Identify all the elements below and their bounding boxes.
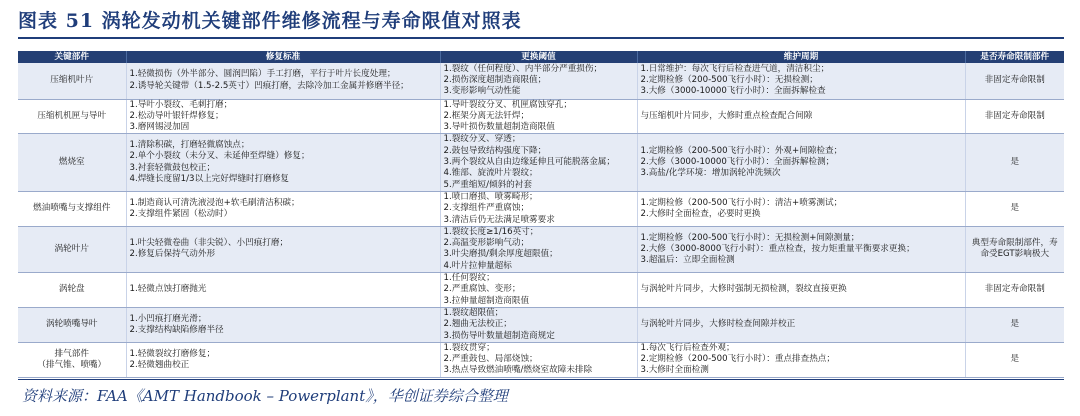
cell-repair-line: 1.轻微损伤（外半部分、圆润凹陷）手工打磨，平行于叶片长度处理； xyxy=(129,69,396,80)
cell-cycle-line: 与压缩机叶片同步，大修时重点检查配合间隙 xyxy=(640,110,813,121)
table-row xyxy=(18,191,1064,226)
cell-repair xyxy=(126,63,440,99)
cell-repair xyxy=(126,342,440,377)
cell-limit: 典型寿命限制部件，寿命受EGT影响极大 xyxy=(965,226,1064,272)
cell-repair xyxy=(126,99,440,134)
cell-repair xyxy=(126,134,440,191)
cell-repair-line: 1.清除积碳，打磨轻微腐蚀点； xyxy=(129,140,250,151)
cell-cycle-line: 2.大修（3000-10000飞行小时）：全面拆解检测； xyxy=(640,156,835,167)
table-row xyxy=(18,134,1064,191)
cell-replace-line: 2.高温变形影响气动； xyxy=(443,238,530,249)
cell-repair-line: 2.松动导叶银钎焊修复； xyxy=(129,110,224,121)
cell-repair-line: 4.焊缝长度留1/3以上完好焊缝时打磨修复 xyxy=(129,173,290,184)
cell-replace-line: 3.清洁后仍无法满足喷雾要求 xyxy=(443,214,555,225)
table-row xyxy=(18,99,1064,134)
table-body xyxy=(18,63,1064,377)
cell-replace-line: 2.翘曲无法校正； xyxy=(443,319,512,330)
cell-cycle-line: 与涡轮叶片同步，大修时检查间隙并校正 xyxy=(640,319,796,330)
cell-cycle xyxy=(637,191,965,226)
cell-replace-line: 2.鼓包导致结构强度下降； xyxy=(443,145,547,156)
cell-cycle xyxy=(637,134,965,191)
cell-replace-line: 2.损伤深度超制造商限值； xyxy=(443,75,547,86)
cell-part: 压缩机机匣与导叶 xyxy=(18,99,126,134)
cell-limit: 非固定寿命限制 xyxy=(965,273,1064,308)
cell-cycle-line: 3.大修时全面检测 xyxy=(640,365,709,376)
cell-cycle xyxy=(637,273,965,308)
cell-part: 燃烧室 xyxy=(18,134,126,191)
cell-repair-line: 1.叶尖轻微卷曲（非尖锐）、小凹痕打磨； xyxy=(129,238,289,249)
cell-replace-line: 2.框架分离无法钎焊； xyxy=(443,110,530,121)
table-row xyxy=(18,226,1064,272)
cell-replace-line: 2.支撑组件严重腐蚀； xyxy=(443,203,530,214)
cell-repair-line: 1.轻微裂纹打磨修复； xyxy=(129,348,216,359)
cell-replace-line: 1.任何裂纹； xyxy=(443,273,495,284)
cell-part: 涡轮叶片 xyxy=(18,226,126,272)
cell-repair xyxy=(126,273,440,308)
col-header-limit: 是否寿命限制部件 xyxy=(965,51,1064,63)
cell-replace-line: 4.锥部、旋流叶片裂纹； xyxy=(443,168,538,179)
cell-replace-line: 3.热点导致燃油喷嘴/燃烧室故障未排除 xyxy=(443,365,593,376)
cell-replace xyxy=(440,63,637,99)
cell-replace-line: 5.严重缩短/倾斜的衬套 xyxy=(443,179,532,190)
cell-repair-line: 1.小凹痕打磨光滑； xyxy=(129,313,207,324)
cell-part: 燃油喷嘴与支撑组件 xyxy=(18,191,126,226)
cell-repair-line: 2.修复后保持气动外形 xyxy=(129,249,216,260)
cell-limit: 非固定寿命限制 xyxy=(965,63,1064,99)
cell-limit: 是 xyxy=(965,134,1064,191)
cell-part xyxy=(18,342,126,377)
cell-replace xyxy=(440,273,637,308)
cell-repair-line: 2.支撑结构缺陷修磨半径 xyxy=(129,324,224,335)
cell-repair-line: 1.导叶小裂纹、毛刺打磨； xyxy=(129,99,233,110)
cell-replace-line: 1.裂纹分叉、穿透； xyxy=(443,134,521,145)
cell-cycle xyxy=(637,226,965,272)
cell-cycle-line: 3.超温后：立即全面检测 xyxy=(640,255,735,266)
cell-replace-line: 1.裂纹贯穿； xyxy=(443,342,495,353)
cell-limit: 是 xyxy=(965,342,1064,377)
col-header-replace: 更换阈值 xyxy=(440,51,637,63)
cell-repair-line: 2.单个小裂纹（未分叉、未延伸至焊缝）修复； xyxy=(129,151,310,162)
cell-cycle-line: 1.日常维护：每次飞行后检查进气道，清洁积尘； xyxy=(640,63,830,74)
cell-replace xyxy=(440,99,637,134)
cell-cycle-line: 2.定期检修（200-500飞行小时）：重点排查热点； xyxy=(640,354,835,365)
cell-replace-line: 3.变形影响气动性能 xyxy=(443,86,521,97)
cell-repair-line: 2.诱导轮关键带（1.5-2.5英寸）凹痕打磨，去除冷加工金属并修磨半径； xyxy=(129,80,409,91)
cell-cycle-line: 2.大修（3000-8000飞行小时）：重点检查，按力矩重量平衡要求更换； xyxy=(640,243,915,254)
cell-replace-line: 3.导叶损伤数量超制造商限值 xyxy=(443,122,555,133)
col-header-repair: 修复标准 xyxy=(126,51,440,63)
cell-repair xyxy=(126,307,440,342)
cell-replace-line: 4.叶片拉伸量超标 xyxy=(443,260,512,271)
col-header-cycle: 维护周期 xyxy=(637,51,965,63)
figure-title-area xyxy=(18,6,1064,38)
cell-repair-line: 3.磨网锡浸加固 xyxy=(129,122,190,133)
cell-repair-line: 2.轻微翘曲校正 xyxy=(129,359,190,370)
cell-replace-line: 2.严重腐蚀、变形； xyxy=(443,284,521,295)
cell-replace-line: 3.叶尖磨损/剩余厚度超限值； xyxy=(443,249,558,260)
table-row xyxy=(18,63,1064,99)
cell-cycle-line: 1.定期检修（200-500飞行小时）：清洁+喷雾测试； xyxy=(640,197,843,208)
cell-replace-line: 1.喷口磨损、喷雾畸形； xyxy=(443,191,538,202)
cell-repair xyxy=(126,191,440,226)
cell-replace-line: 1.裂纹（任何程度）、内半部分严重损伤； xyxy=(443,63,603,74)
col-header-part: 关键部件 xyxy=(18,51,126,63)
cell-cycle-line: 1.定期检修（200-500飞行小时）：无损检测+间隙测量； xyxy=(640,232,860,243)
cell-replace xyxy=(440,226,637,272)
cell-cycle-line: 与涡轮叶片同步，大修时强制无损检测，裂纹直接更换 xyxy=(640,284,847,295)
cell-part: 涡轮喷嘴导叶 xyxy=(18,307,126,342)
cell-replace-line: 3.两个裂纹从自由边缘延伸且可能脱落金属； xyxy=(443,156,615,167)
source-divider xyxy=(18,379,1064,380)
table-header-row xyxy=(18,51,1064,63)
cell-repair-line: 1.制造商认可清洗液浸泡+软毛刷清洁积碳； xyxy=(129,197,300,208)
cell-part: 涡轮盘 xyxy=(18,273,126,308)
cell-repair xyxy=(126,226,440,272)
cell-replace-line: 3.损伤导叶数量超制造商规定 xyxy=(443,330,555,341)
cell-cycle xyxy=(637,307,965,342)
cell-cycle-line: 1.每次飞行后检查外观； xyxy=(640,342,735,353)
table-row xyxy=(18,342,1064,377)
cell-replace xyxy=(440,191,637,226)
cell-cycle-line: 1.定期检修（200-500飞行小时）：外观+间隙检查； xyxy=(640,145,843,156)
cell-cycle xyxy=(637,342,965,377)
cell-replace-line: 1.裂纹超限值； xyxy=(443,307,504,318)
cell-replace xyxy=(440,307,637,342)
table-row xyxy=(18,273,1064,308)
figure-title: 图表 51 涡轮发动机关键部件维修流程与寿命限值对照表 xyxy=(18,10,522,32)
cell-replace-line: 3.拉伸量超制造商限值 xyxy=(443,295,530,306)
maintenance-table xyxy=(18,51,1064,378)
cell-replace-line: 2.严重鼓包、局部烧蚀； xyxy=(443,354,538,365)
cell-cycle-line: 3.高盐/化学环境：增加涡轮冲洗频次 xyxy=(640,168,781,179)
cell-cycle xyxy=(637,99,965,134)
cell-limit: 是 xyxy=(965,191,1064,226)
cell-part: 压缩机叶片 xyxy=(18,63,126,99)
cell-limit: 是 xyxy=(965,307,1064,342)
source-note: 资料来源：FAA《AMT Handbook – Powerplant》，华创证券综合整理 xyxy=(22,387,508,405)
cell-cycle-line: 3.大修（3000-10000飞行小时）：全面拆解检查 xyxy=(640,86,826,97)
cell-limit: 非固定寿命限制 xyxy=(965,99,1064,134)
cell-replace-line: 1.裂纹长度≥1/16英寸； xyxy=(443,226,539,237)
title-underline xyxy=(18,37,1064,39)
cell-replace xyxy=(440,134,637,191)
table-row xyxy=(18,307,1064,342)
cell-part-line: 排气部件 xyxy=(54,348,89,359)
cell-repair-line: 1.轻微点蚀打磨抛光 xyxy=(129,284,207,295)
cell-repair-line: 3.衬套轻微鼓包校正； xyxy=(129,162,216,173)
cell-cycle-line: 2.大修时全面检查，必要时更换 xyxy=(640,208,761,219)
cell-replace-line: 1.导叶裂纹分叉、机匣腐蚀穿孔； xyxy=(443,99,573,110)
cell-replace xyxy=(440,342,637,377)
cell-repair-line: 2.支撑组件紧固（松动时） xyxy=(129,208,233,219)
cell-part-line: （排气锥、喷嘴） xyxy=(37,359,107,370)
cell-cycle xyxy=(637,63,965,99)
cell-cycle-line: 2.定期检修（200-500飞行小时）：无损检测； xyxy=(640,75,818,86)
